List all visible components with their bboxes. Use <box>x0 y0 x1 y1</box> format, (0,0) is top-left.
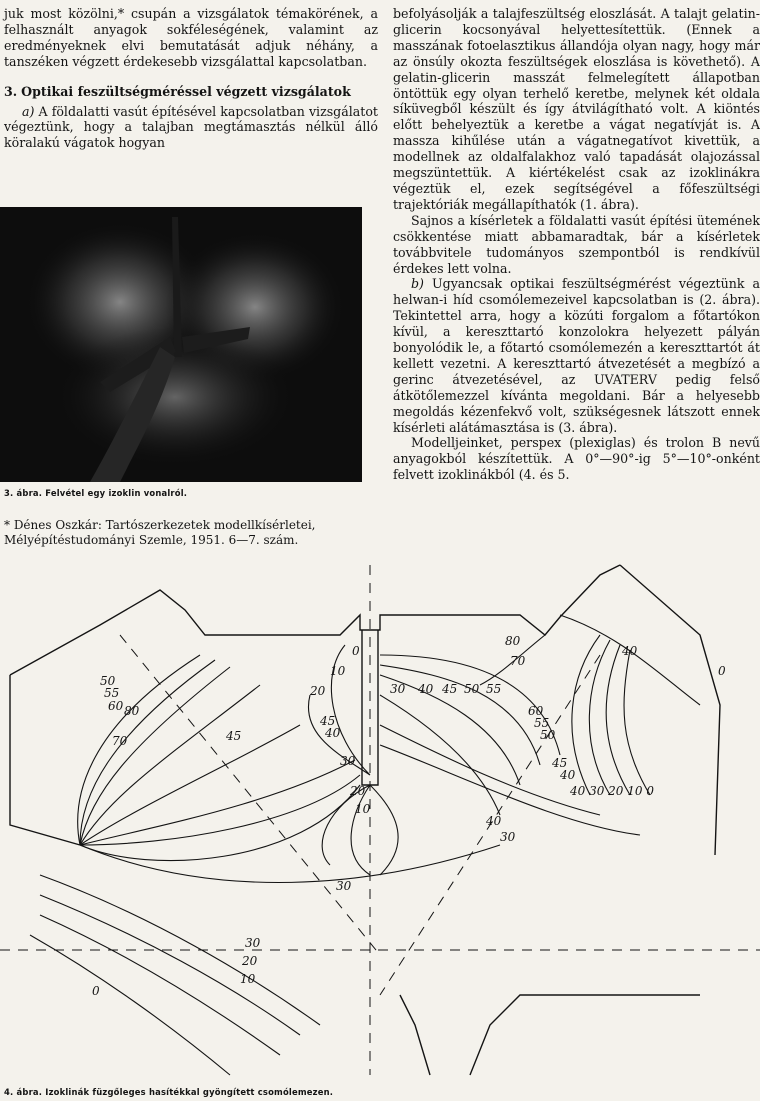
label-10: 10 <box>330 664 346 678</box>
label-55: 55 <box>104 686 120 700</box>
label-r55: 55 <box>534 716 550 730</box>
label-c20: 20 <box>350 784 366 798</box>
sub-a-label: a) <box>22 103 35 119</box>
label-row-55: 55 <box>486 682 502 696</box>
right-para-4: Modelljeinket, perspex (plexiglas) és trolon B nevű anyagokból készítettük. A 0°—90°-ig 5°—10°-onként felvett izoklinákból (4. és 5. <box>393 435 760 483</box>
iso-mid-30 <box>80 845 500 883</box>
label-0-top: 0 <box>352 644 360 658</box>
iso-right-45 <box>380 695 500 815</box>
label-r60: 60 <box>528 704 544 718</box>
section-number: 3. <box>4 83 18 99</box>
sub-b-label: b) <box>411 276 424 292</box>
iso-lower-0 <box>30 935 230 1075</box>
label-row-50: 50 <box>464 682 480 696</box>
label-r40: 40 <box>560 768 576 782</box>
iso-right-fan <box>572 635 650 795</box>
label-tr40: 40 <box>622 644 638 658</box>
label-c30: 30 <box>340 754 356 768</box>
iso-left-0 <box>80 785 360 861</box>
axis-diagonal-1 <box>120 635 380 955</box>
plate-outline-bottom <box>400 995 700 1075</box>
label-row-40: 40 <box>418 682 434 696</box>
label-b0: 0 <box>92 984 100 998</box>
label-r50: 50 <box>540 728 556 742</box>
label-r45: 45 <box>552 756 568 770</box>
label-c80: 80 <box>505 634 521 648</box>
intro-paragraph: juk most közölni,* csupán a vizsgálatok témakörének, a felhasznált anyagok sokféleségének, valamint az eredményeknek elvi bemutatását adjuk néhány, a tanszéken végzett érdekesebb vizsgálattal kapcsolatban. <box>4 6 378 69</box>
figure3-photo <box>0 207 362 482</box>
label-mid-30: 30 <box>336 879 352 893</box>
label-60: 60 <box>108 699 124 713</box>
label-tr0: 0 <box>718 664 726 678</box>
label-80: 80 <box>124 704 140 718</box>
right-para-1: befolyásolják a talajfeszültség eloszlását. A talajt gelatin-glicerin kocsonyával helyettesítettük. (Ennek a masszának fotoelasztikus állandója olyan nagy, hogy már az önsúly okozta feszültségek eloszlása is követhető). A gelatin-glicerin masszát felmelegített állapotban öntöttük egy olyan terhelő keretbe, melynek két oldala síküvegből készült és így átvilágítható volt. A kiöntés előtt behelyeztük a keretbe a vágat negatívját is. A massza kihűlése után a vágatnegatívot kivettük, a modellnek az oldalfalakhoz való tapadását olajozással megszüntettük. A kiértékelést csak az izoklinákra végeztük el, ezek segítségével a főfeszültségi trajektóriák megállapíthatók (1. ábra). <box>393 6 760 212</box>
sub-a-paragraph <box>4 104 378 152</box>
label-b10: 10 <box>240 972 256 986</box>
label-70: 70 <box>112 734 128 748</box>
section-heading <box>4 84 378 100</box>
iso-top-right-40 <box>560 615 700 705</box>
iso-right-55 <box>380 665 540 765</box>
label-c10: 10 <box>355 802 371 816</box>
plate-outline-left <box>10 675 80 845</box>
label-r30-b: 30 <box>500 830 516 844</box>
label-b20: 20 <box>242 954 258 968</box>
figure4-axes <box>0 565 760 1075</box>
label-r40-b: 40 <box>486 814 502 828</box>
left-column <box>4 6 378 151</box>
label-b30: 30 <box>245 936 261 950</box>
label-row-30: 30 <box>390 682 406 696</box>
figure4-labels <box>92 634 726 998</box>
figure4-outline <box>10 565 720 1075</box>
label-c45: 45 <box>320 714 336 728</box>
right-para-3 <box>393 276 760 435</box>
iso-left-50 <box>78 655 200 845</box>
label-20: 20 <box>310 684 326 698</box>
figure3-caption: 3. ábra. Felvétel egy izoklin vonalról. <box>4 488 188 498</box>
label-right-row: 40 30 20 10 0 <box>570 784 654 798</box>
label-45: 45 <box>226 729 242 743</box>
iso-left-70 <box>80 685 260 845</box>
right-column <box>393 6 760 483</box>
figure3-photo-drawing <box>0 207 362 482</box>
figure4-diagram <box>0 555 760 1085</box>
slit <box>362 630 378 785</box>
figure4-caption: 4. ábra. Izoklinák füzgőleges hasítékkal gyöngített csomólemezen. <box>4 1087 334 1097</box>
iso-left-60 <box>80 667 230 845</box>
figure4-isoclinics <box>30 615 700 1075</box>
section-title: Optikai feszültségméréssel végzett vizsgálatok <box>21 83 351 99</box>
sub-a-text: A földalatti vasút építésével kapcsolatban vizsgálatot végeztünk, hogy a talajban megtámasztás nélkül álló köralakú vágatok hogyan <box>4 103 378 151</box>
plate-outline-top <box>10 565 620 675</box>
right-para-3-text: Ugyancsak optikai feszültségmérést végeztünk a helwan-i híd csomólemezeivel kapcsolatban is (2. ábra). Tekintettel arra, hogy a közúti forgalom a főtartókon kívül, a kereszttartó konzolokra helyezett pályán bonyolódik le, a főtartó csomólemezén a kereszttartót át kellett vezetni. A kereszttartó átvezetését a megbízó a gerinc átvezetésével, az UVATERV pedig felső átkötőlemezzel kívánta megoldani. Bár a helyesebb megoldás kézenfekvő volt, szükségesnek látszott ennek kísérleti alátámasztása is (3. ábra). <box>393 276 760 435</box>
footnote-text: * Dénes Oszkár: Tartószerkezetek modellkísérletei, Mélyépítéstudományi Szemle, 1951. 6—7. szám. <box>4 518 316 547</box>
label-row-45: 45 <box>442 682 458 696</box>
right-para-2: Sajnos a kísérletek a földalatti vasút építési ütemének csökkentése miatt abbamaradtak, bár a kísérletek továbbvitele tudományos szempontból is rendkívül érdekes lett volna. <box>393 212 760 276</box>
label-50: 50 <box>100 674 116 688</box>
label-c70: 70 <box>510 654 526 668</box>
footnote <box>4 518 374 547</box>
label-c40: 40 <box>325 726 341 740</box>
plate-outline-right <box>620 565 720 855</box>
